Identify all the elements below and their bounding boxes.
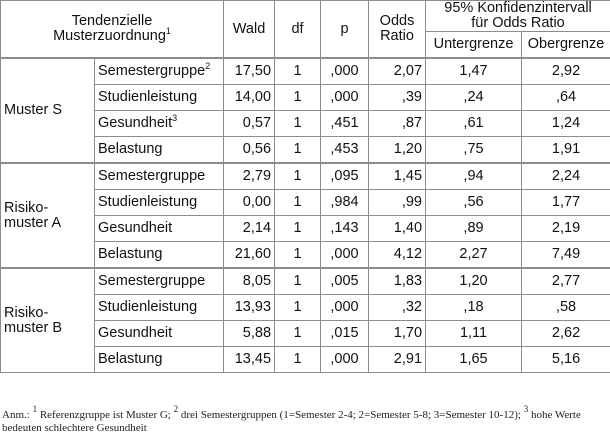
header-odds-line1: Odds xyxy=(379,13,415,29)
variable-superscript: 3 xyxy=(172,113,178,123)
odds-ratio-cell: 1,40 xyxy=(369,216,426,242)
df-cell: 1 xyxy=(275,137,321,164)
header-pattern-superscript: 1 xyxy=(165,26,171,36)
df-cell: 1 xyxy=(275,190,321,216)
odds-ratio-cell: ,32 xyxy=(369,295,426,321)
ci-lower-cell: ,61 xyxy=(426,111,522,137)
ci-upper-cell: 2,19 xyxy=(522,216,610,242)
odds-ratio-cell: ,99 xyxy=(369,190,426,216)
ci-lower-cell: 1,47 xyxy=(426,58,522,85)
p-value-cell: ,095 xyxy=(321,163,369,190)
footnote-prefix: Anm.: xyxy=(2,409,33,421)
ci-upper-cell: 7,49 xyxy=(522,242,610,269)
ci-lower-cell: ,18 xyxy=(426,295,522,321)
p-value-cell: ,000 xyxy=(321,347,369,373)
header-ci-line2: für Odds Ratio xyxy=(471,15,565,31)
p-value-cell: ,984 xyxy=(321,190,369,216)
p-value-cell: ,453 xyxy=(321,137,369,164)
footnote-sup-1: 1 xyxy=(32,404,38,414)
header-odds-ratio xyxy=(369,1,426,59)
ci-lower-cell: ,89 xyxy=(426,216,522,242)
wald-cell: 21,60 xyxy=(224,242,275,269)
group-label-line1: Risiko- xyxy=(4,199,49,216)
header-odds-line2: Ratio xyxy=(380,28,414,44)
variable-cell xyxy=(95,111,224,137)
variable-name: Studienleistung xyxy=(98,194,198,210)
ci-upper-cell: 2,24 xyxy=(522,163,610,190)
wald-cell: 2,14 xyxy=(224,216,275,242)
header-pattern-line2: Musterzuordnung xyxy=(53,28,166,44)
df-cell: 1 xyxy=(275,58,321,85)
odds-ratio-cell: 2,91 xyxy=(369,347,426,373)
ci-upper-cell: 1,91 xyxy=(522,137,610,164)
variable-name: Gesundheit xyxy=(98,325,173,341)
group-label-cell xyxy=(1,268,95,373)
df-cell: 1 xyxy=(275,216,321,242)
df-cell: 1 xyxy=(275,242,321,269)
wald-cell: 5,88 xyxy=(224,321,275,347)
variable-name: Studienleistung xyxy=(98,299,198,315)
wald-cell: 0,00 xyxy=(224,190,275,216)
ci-lower-cell: ,56 xyxy=(426,190,522,216)
variable-cell xyxy=(95,190,224,216)
ci-upper-cell: 2,62 xyxy=(522,321,610,347)
variable-superscript: 2 xyxy=(205,61,211,71)
odds-ratio-cell: 1,83 xyxy=(369,268,426,295)
wald-cell: 13,93 xyxy=(224,295,275,321)
wald-cell: 17,50 xyxy=(224,58,275,85)
wald-cell: 13,45 xyxy=(224,347,275,373)
ci-upper-cell: ,64 xyxy=(522,85,610,111)
header-pattern-assignment xyxy=(1,1,224,59)
variable-cell xyxy=(95,163,224,190)
ci-upper-cell: 2,77 xyxy=(522,268,610,295)
p-value-cell: ,451 xyxy=(321,111,369,137)
header-df: df xyxy=(275,1,321,59)
ci-upper-cell: ,58 xyxy=(522,295,610,321)
variable-name: Belastung xyxy=(98,246,163,262)
ci-lower-cell: ,24 xyxy=(426,85,522,111)
header-lower-bound: Untergrenze xyxy=(426,32,522,59)
ci-lower-cell: ,75 xyxy=(426,137,522,164)
variable-name: Semestergruppe xyxy=(98,63,206,79)
table-footnote xyxy=(2,404,608,435)
variable-cell xyxy=(95,58,224,85)
ci-upper-cell: 1,77 xyxy=(522,190,610,216)
variable-cell xyxy=(95,268,224,295)
odds-ratio-cell: 1,45 xyxy=(369,163,426,190)
p-value-cell: ,005 xyxy=(321,268,369,295)
df-cell: 1 xyxy=(275,163,321,190)
group-label-line1: Risiko- xyxy=(4,304,49,321)
odds-ratio-cell: ,39 xyxy=(369,85,426,111)
table-header xyxy=(1,1,610,59)
p-value-cell: ,143 xyxy=(321,216,369,242)
df-cell: 1 xyxy=(275,295,321,321)
footnote-sup-3: 3 xyxy=(523,404,529,414)
table-row xyxy=(1,268,610,295)
p-value-cell: ,000 xyxy=(321,295,369,321)
df-cell: 1 xyxy=(275,111,321,137)
header-confidence-interval xyxy=(426,1,610,32)
footnote-text-2: drei Semestergruppen (1=Semester 2-4; 2=Semester 5-8; 3=Semester 10-12); xyxy=(178,409,524,421)
header-pattern-line1: Tendenzielle xyxy=(71,13,153,29)
variable-cell xyxy=(95,295,224,321)
variable-cell xyxy=(95,216,224,242)
group-label-cell xyxy=(1,58,95,163)
odds-ratio-cell: 2,07 xyxy=(369,58,426,85)
header-wald: Wald xyxy=(224,1,275,59)
group-label-line2: muster A xyxy=(4,214,62,231)
wald-cell: 2,79 xyxy=(224,163,275,190)
footnote-sup-2: 2 xyxy=(173,404,179,414)
variable-name: Semestergruppe xyxy=(98,168,206,184)
ci-lower-cell: 1,11 xyxy=(426,321,522,347)
variable-cell xyxy=(95,321,224,347)
wald-cell: 0,56 xyxy=(224,137,275,164)
ci-upper-cell: 2,92 xyxy=(522,58,610,85)
variable-cell xyxy=(95,137,224,164)
df-cell: 1 xyxy=(275,85,321,111)
wald-cell: 8,05 xyxy=(224,268,275,295)
ci-upper-cell: 1,24 xyxy=(522,111,610,137)
table-row xyxy=(1,58,610,85)
footnote-text-3: hohe Werte bedeuten schlechtere Gesundheit xyxy=(2,409,581,434)
ci-lower-cell: 2,27 xyxy=(426,242,522,269)
group-label-line1: Muster S xyxy=(4,102,63,118)
variable-cell xyxy=(95,242,224,269)
variable-name: Gesundheit xyxy=(98,220,173,236)
footnote-text-1: Referenzgruppe ist Muster G; xyxy=(37,409,174,421)
ci-lower-cell: ,94 xyxy=(426,163,522,190)
variable-cell xyxy=(95,85,224,111)
p-value-cell: ,015 xyxy=(321,321,369,347)
wald-cell: 0,57 xyxy=(224,111,275,137)
variable-name: Belastung xyxy=(98,141,163,157)
group-label-cell xyxy=(1,163,95,268)
header-upper-bound: Obergrenze xyxy=(522,32,610,59)
wald-cell: 14,00 xyxy=(224,85,275,111)
variable-name: Semestergruppe xyxy=(98,273,206,289)
variable-name: Gesundheit xyxy=(98,115,173,131)
df-cell: 1 xyxy=(275,321,321,347)
ci-lower-cell: 1,20 xyxy=(426,268,522,295)
variable-cell xyxy=(95,347,224,373)
p-value-cell: ,000 xyxy=(321,58,369,85)
variable-name: Studienleistung xyxy=(98,89,198,105)
ci-lower-cell: 1,65 xyxy=(426,347,522,373)
table-row xyxy=(1,163,610,190)
df-cell: 1 xyxy=(275,347,321,373)
odds-ratio-cell: ,87 xyxy=(369,111,426,137)
odds-ratio-cell: 4,12 xyxy=(369,242,426,269)
ci-upper-cell: 5,16 xyxy=(522,347,610,373)
odds-ratio-cell: 1,20 xyxy=(369,137,426,164)
table-body xyxy=(1,58,610,373)
p-value-cell: ,000 xyxy=(321,85,369,111)
p-value-cell: ,000 xyxy=(321,242,369,269)
header-ci-line1: 95% Konfidenzintervall xyxy=(444,0,592,16)
variable-name: Belastung xyxy=(98,351,163,367)
header-p: p xyxy=(321,1,369,59)
odds-ratio-cell: 1,70 xyxy=(369,321,426,347)
df-cell: 1 xyxy=(275,268,321,295)
group-label-line2: muster B xyxy=(4,319,63,336)
